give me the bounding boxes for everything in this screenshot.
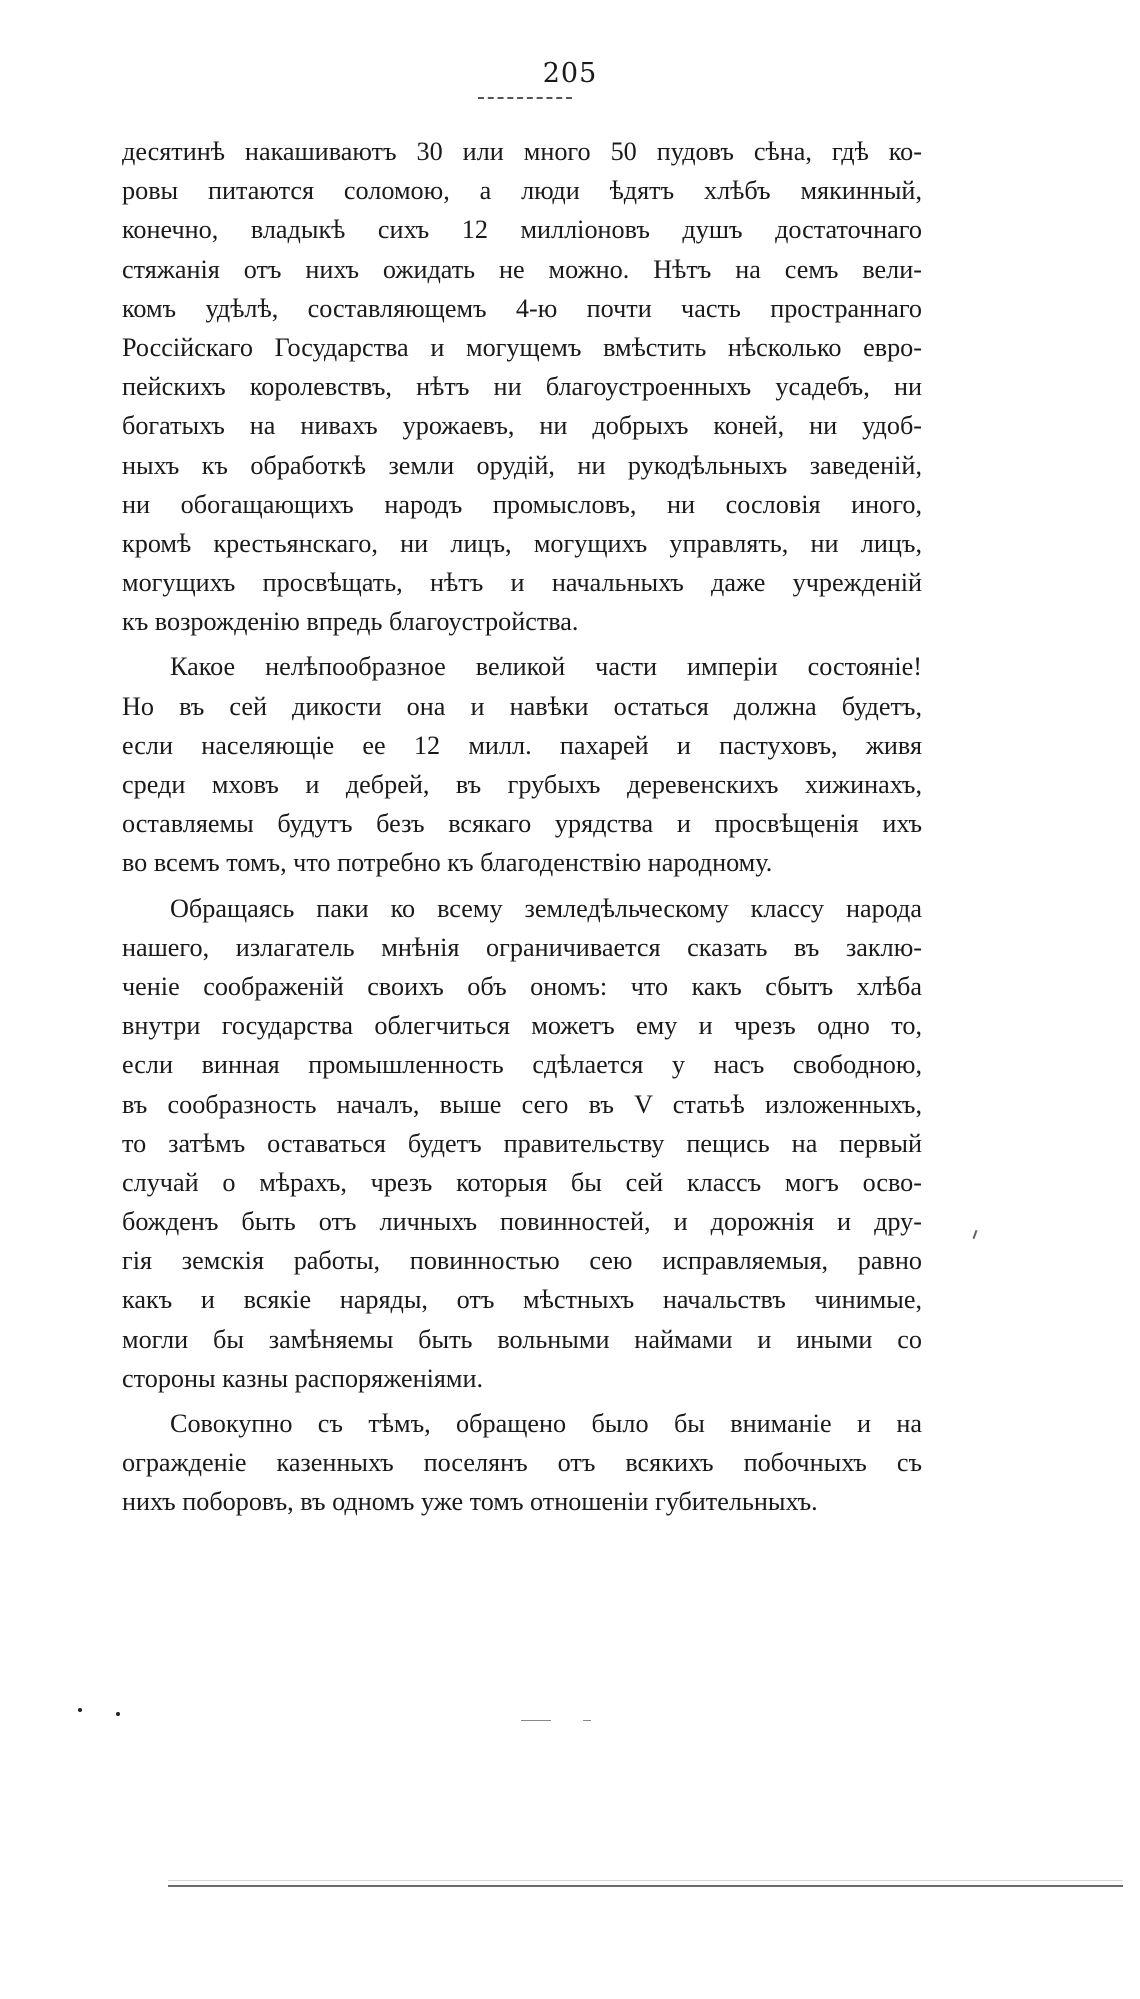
paragraph [122,889,922,1398]
text-line: если винная промышленность сдѣлается у насъ свободною, [122,1050,922,1080]
text-line: ровы питаются соломою, а люди ѣдятъ хлѣбъ мякинный, [122,176,922,206]
text-line: во всемъ томъ, что потребно къ благоденствію народному. [122,848,773,878]
text-line: гія земскія работы, повинностью сею исправляемыя, равно [122,1246,922,1276]
text-line: стяжанія отъ нихъ ожидать не можно. Нѣтъ на семъ вели- [122,254,922,284]
text-line: случай о мѣрахъ, чрезъ которыя бы сей классъ могъ осво- [122,1167,922,1197]
text-line: стороны казны распоряженіями. [122,1363,484,1393]
page-number-rule [478,97,572,99]
faint-dash [521,1720,551,1721]
text-line: ныхъ къ обработкѣ земли орудій, ни рукодѣльныхъ заведеній, [122,450,922,480]
text-line: нихъ поборовъ, въ одномъ уже томъ отношеніи губительныхъ. [122,1487,818,1517]
text-line: могли бы замѣняемы быть вольными наймами и иными со [122,1324,922,1354]
text-line: оставляемы будутъ безъ всякаго урядства и просвѣщенія ихъ [122,809,922,839]
page-bottom-rule [168,1885,1123,1887]
stray-dot [116,1712,120,1716]
body-text [122,132,922,1522]
text-line: среди мховъ и дебрей, въ грубыхъ деревенскихъ хижинахъ, [122,770,922,799]
stray-dot [78,1708,82,1712]
text-line: комъ удѣлѣ, составляющемъ 4-ю почти часть пространнаго [122,293,922,323]
text-line: Обращаясь паки ко всему земледѣльческому классу народа [170,893,922,923]
text-line: ни обогащающихъ народъ промысловъ, ни сословія иного, [122,489,922,519]
paragraph [122,647,922,882]
page-edge-shadow [168,1880,1123,1881]
text-line: Россійскаго Государства и могущемъ вмѣстить нѣсколько евро- [122,332,922,362]
text-line: конечно, владыкѣ сихъ 12 милліоновъ душъ достаточнаго [122,215,922,245]
text-line: то затѣмъ оставаться будетъ правительству пещись на первый [122,1128,922,1158]
text-line: могущихъ просвѣщать, нѣтъ и начальныхъ даже учрежденій [122,568,922,598]
text-line: ченіе соображеній своихъ объ ономъ: что какъ сбытъ хлѣба [122,971,922,1001]
text-line: пейскихъ королевствъ, нѣтъ ни благоустроенныхъ усадебъ, ни [122,372,922,402]
faint-dash [583,1720,591,1721]
page-number: 205 [542,58,598,89]
text-line: Какое нелѣпообразное великой части имперіи состояніе! [170,652,922,682]
text-line: огражденіе казенныхъ поселянъ отъ всякихъ побочныхъ съ [122,1448,922,1478]
text-line: въ сообразность началъ, выше сего въ V статьѣ изложенныхъ, [122,1089,922,1119]
text-line: десятинѣ накашиваютъ 30 или много 50 пудовъ сѣна, гдѣ ко- [122,137,922,166]
text-line: богатыхъ на нивахъ урожаевъ, ни добрыхъ коней, ни удоб- [122,411,922,441]
text-line: кромѣ крестьянскаго, ни лицъ, могущихъ управлять, ни лицъ, [122,528,922,558]
text-line: какъ и всякіе наряды, отъ мѣстныхъ начальствъ чинимые, [122,1285,922,1315]
text-line: если населяющіе ее 12 милл. пахарей и пастуховъ, живя [122,730,922,760]
paragraph [122,1404,922,1522]
text-line: божденъ быть отъ личныхъ повинностей, и дорожнія и дру- [122,1207,922,1237]
text-line: нашего, излагатель мнѣнія ограничивается сказать въ заклю- [122,932,922,962]
text-line: къ возрожденію впредь благоустройства. [122,607,579,637]
text-line: внутри государства облегчиться можетъ ему и чрезъ одно то, [122,1011,922,1041]
paragraph [122,132,922,641]
margin-mark [973,1230,978,1239]
text-line: Совокупно съ тѣмъ, обращено было бы вниманіе и на [170,1409,922,1438]
text-line: Но въ сей дикости она и навѣки остаться должна будетъ, [122,691,922,721]
